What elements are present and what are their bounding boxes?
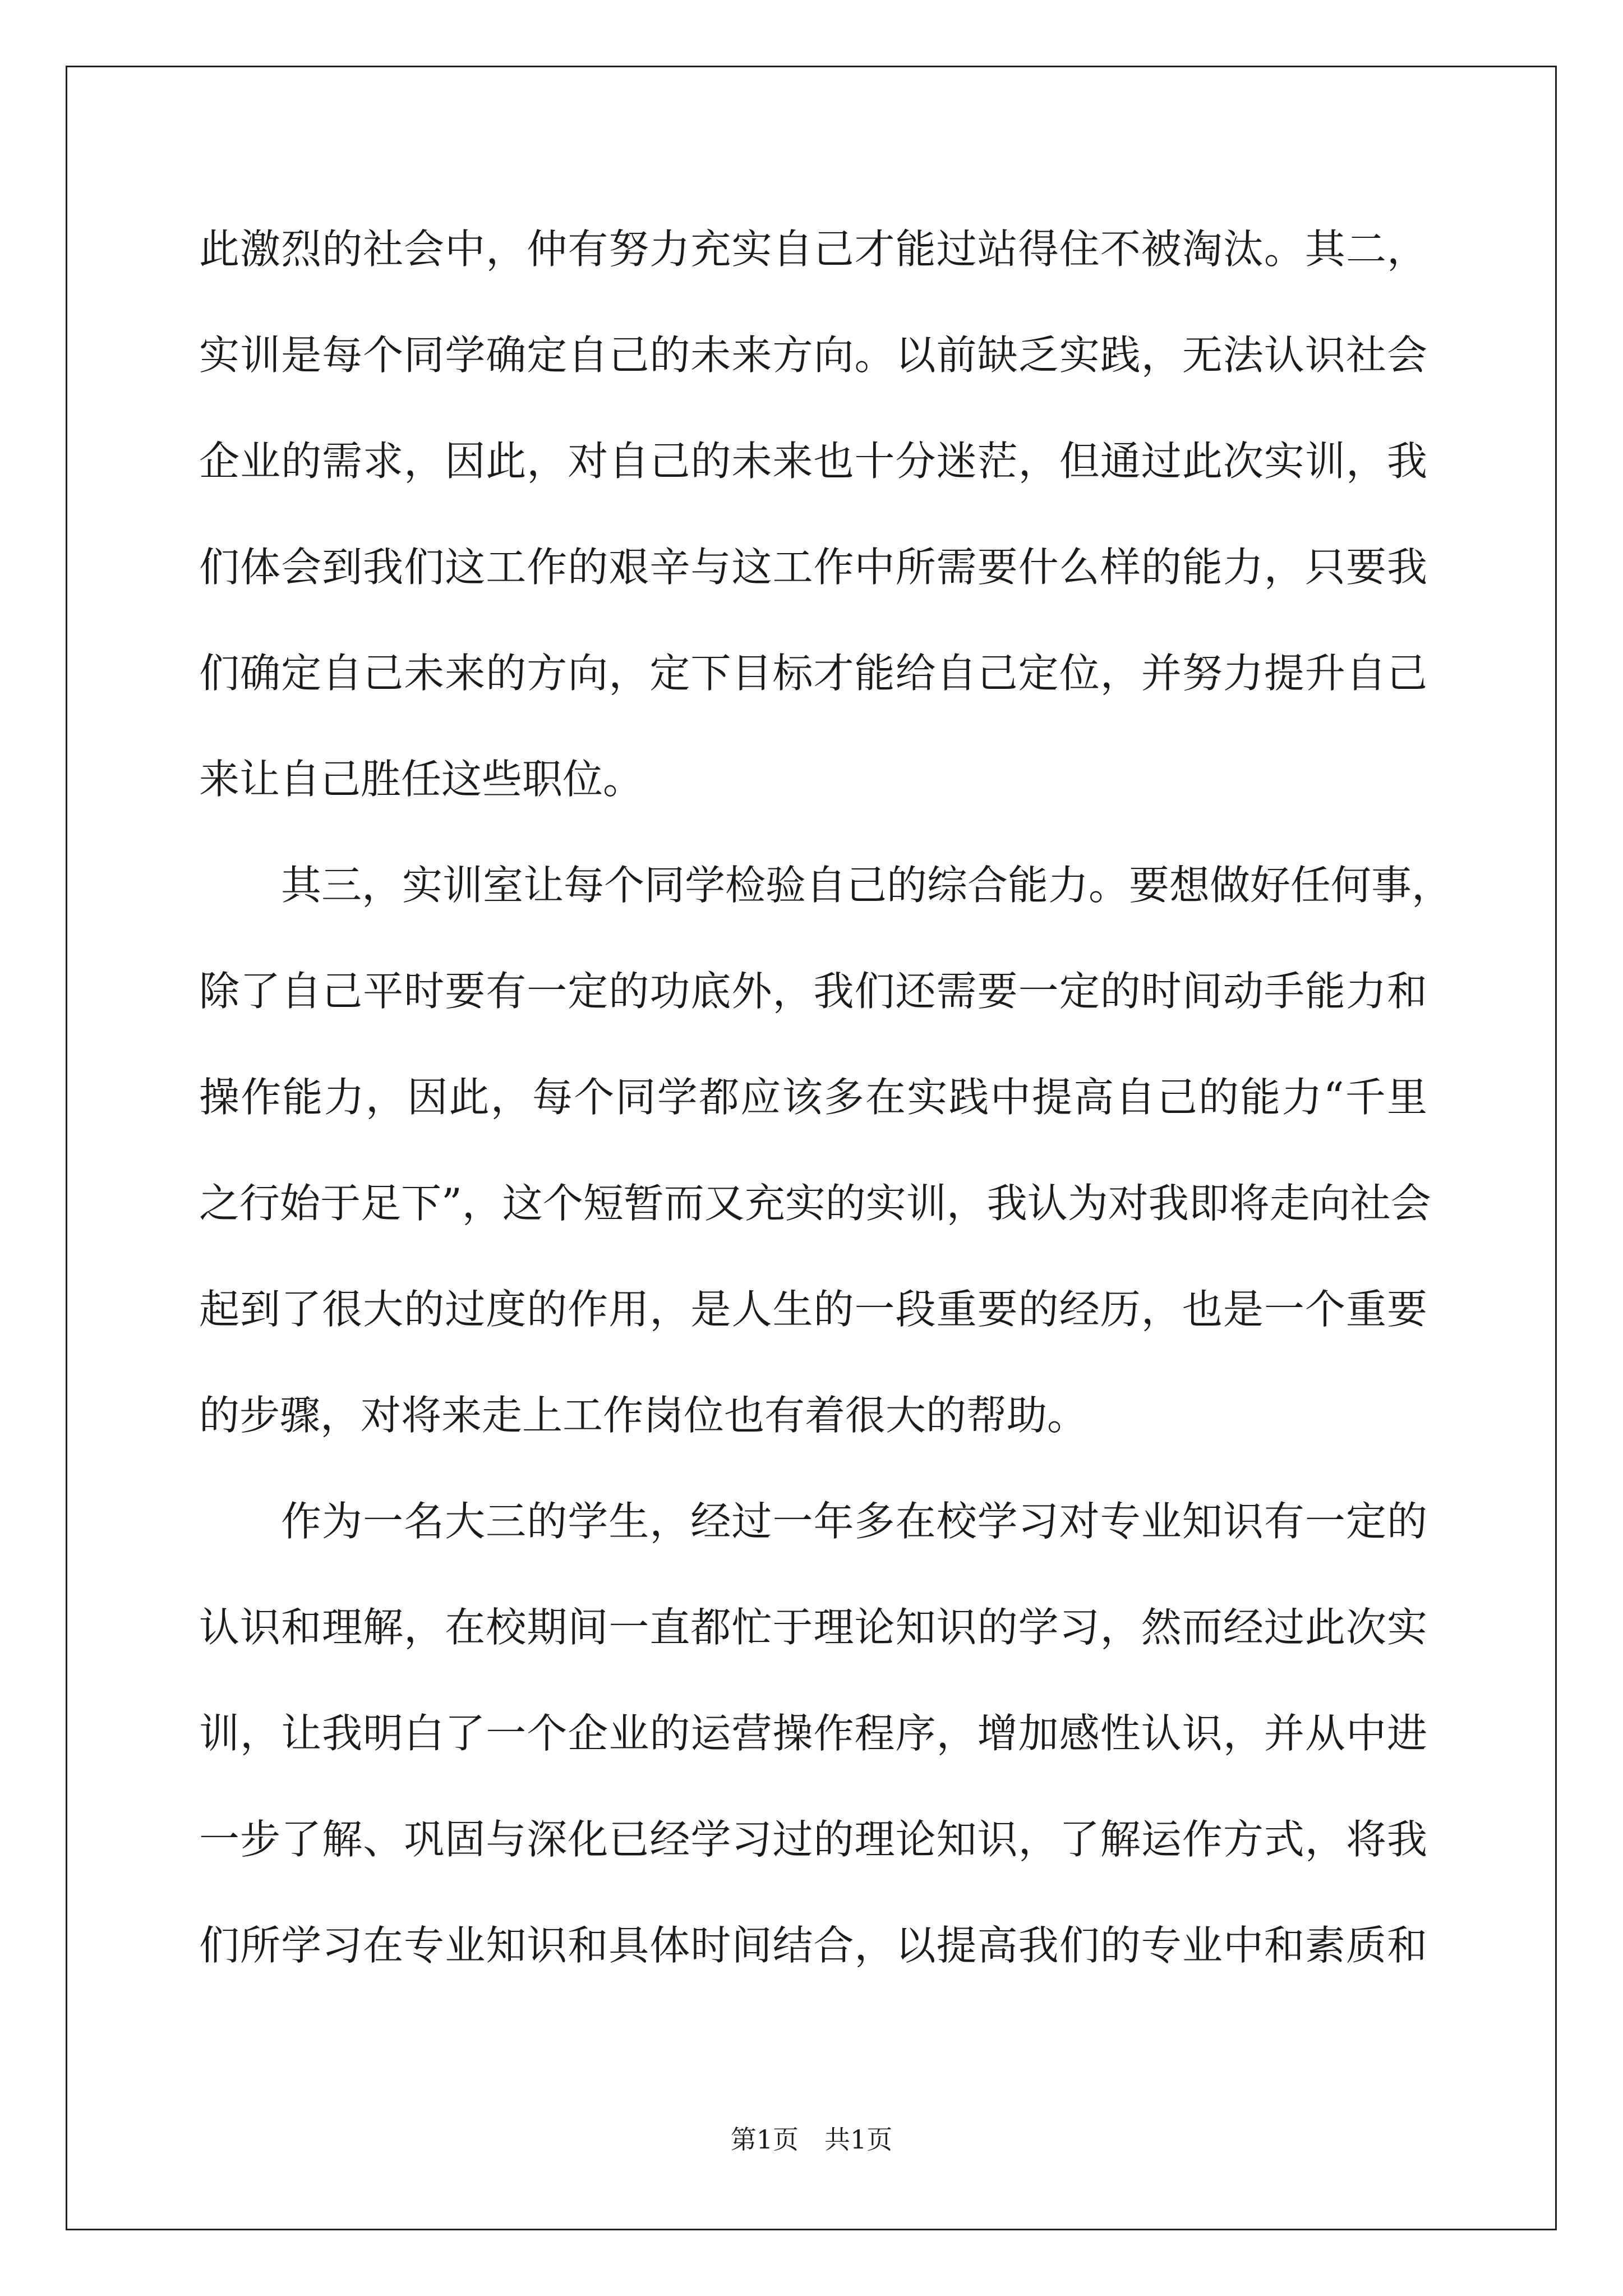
page-footer: 第1页 共1页 — [730, 2124, 893, 2155]
text-line: 其三，实训室让每个同学检验自己的综合能力。要想做好任何事， — [281, 862, 1453, 909]
text-line: 一步了解、巩固与深化已经学习过的理论知识，了解运作方式，将我 — [199, 1816, 1427, 1863]
document-body — [199, 196, 1453, 1999]
text-line: 们体会到我们这工作的艰辛与这工作中所需要什么样的能力，只要我 — [199, 544, 1427, 591]
text-line: 认识和理解，在校期间一直都忙于理论知识的学习，然而经过此次实 — [199, 1604, 1427, 1651]
text-line: 们确定自己未来的方向，定下目标才能给自己定位，并努力提升自己 — [199, 650, 1427, 697]
text-line: 之行始于足下”，这个短暂而又充实的实训，我认为对我即将走向社会 — [199, 1180, 1431, 1227]
text-line: 训，让我明白了一个企业的运营操作程序，增加感性认识，并从中进 — [199, 1710, 1427, 1757]
text-line: 作为一名大三的学生，经过一年多在校学习对专业知识有一定的 — [281, 1498, 1427, 1545]
text-line: 操作能力，因此，每个同学都应该多在实践中提高自己的能力“千里 — [199, 1074, 1427, 1121]
text-line: 企业的需求，因此，对自己的未来也十分迷茫，但通过此次实训，我 — [199, 438, 1427, 485]
text-line: 实训是每个同学确定自己的未来方向。以前缺乏实践，无法认识社会 — [199, 332, 1427, 379]
text-line: 起到了很大的过度的作用，是人生的一段重要的经历，也是一个重要 — [199, 1286, 1427, 1333]
text-line: 来让自己胜任这些职位。 — [199, 756, 644, 803]
text-line: 们所学习在专业知识和具体时间结合，以提高我们的专业中和素质和 — [199, 1922, 1427, 1969]
text-line: 此激烈的社会中，仲有努力充实自己才能过站得住不被淘汰。其二， — [199, 226, 1427, 273]
text-line: 除了自己平时要有一定的功底外，我们还需要一定的时间动手能力和 — [199, 968, 1427, 1015]
text-line: 的步骤，对将来走上工作岗位也有着很大的帮助。 — [199, 1392, 1088, 1439]
